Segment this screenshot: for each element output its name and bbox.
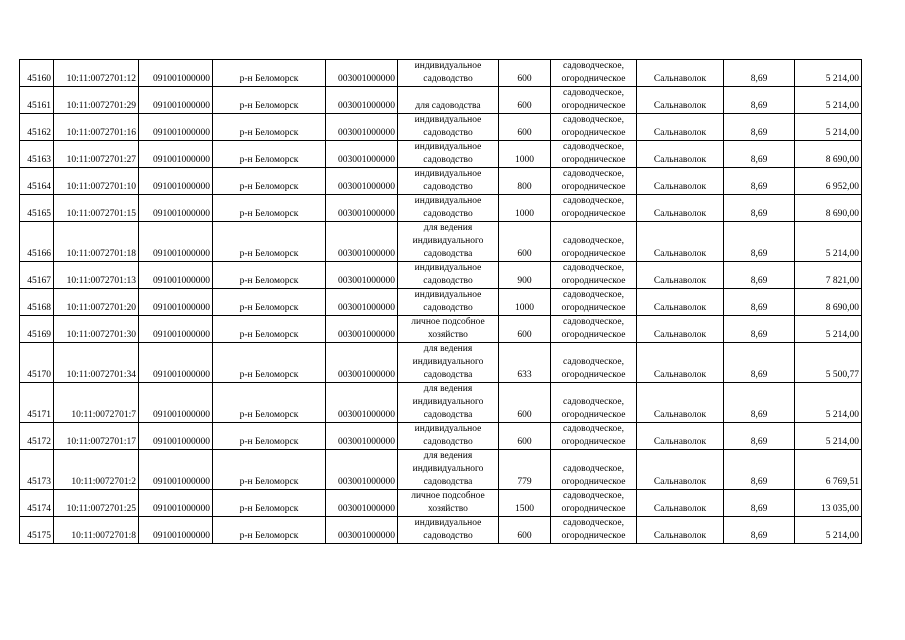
district-cell: р-н Беломорск <box>213 87 326 114</box>
land-category-cell <box>551 490 637 517</box>
specific-value-cell: 8,69 <box>724 343 795 383</box>
specific-value-cell: 8,69 <box>724 383 795 423</box>
cadastral-number-cell: 10:11:0072701:2 <box>54 450 139 490</box>
cadastral-value-cell: 5 214,00 <box>795 87 862 114</box>
permitted-use-line: хозяйство <box>428 504 468 514</box>
settlement-cell: Сальнаволок <box>637 343 724 383</box>
row-number-cell: 45160 <box>20 60 54 87</box>
row-number-cell: 45164 <box>20 168 54 195</box>
oktmo-code-cell: 091001000000 <box>139 490 213 517</box>
settlement-cell: Сальнаволок <box>637 289 724 316</box>
oktmo-code-cell: 091001000000 <box>139 517 213 544</box>
land-category-cell <box>551 517 637 544</box>
oktmo-code-cell: 091001000000 <box>139 450 213 490</box>
cadastral-value-cell: 7 821,00 <box>795 262 862 289</box>
cadastral-number-cell: 10:11:0072701:8 <box>54 517 139 544</box>
row-number-cell: 45165 <box>20 195 54 222</box>
district-cell: р-н Беломорск <box>213 517 326 544</box>
permitted-use-line: индивидуальное <box>414 518 482 528</box>
land-category-line: огородническое <box>561 276 626 286</box>
locality-code-cell: 003001000000 <box>326 316 398 343</box>
cadastral-number-cell: 10:11:0072701:34 <box>54 343 139 383</box>
settlement-cell: Сальнаволок <box>637 168 724 195</box>
area-cell: 600 <box>499 316 551 343</box>
cadastral-number-cell: 10:11:0072701:29 <box>54 87 139 114</box>
land-category-line: садоводческое, <box>563 115 624 125</box>
land-category-line: садоводческое, <box>563 464 624 474</box>
table-row <box>20 316 862 343</box>
table-row <box>20 114 862 141</box>
land-category-cell <box>551 289 637 316</box>
area-cell: 600 <box>499 383 551 423</box>
oktmo-code-cell: 091001000000 <box>139 60 213 87</box>
oktmo-code-cell: 091001000000 <box>139 289 213 316</box>
permitted-use-cell <box>398 262 499 289</box>
row-number-cell: 45167 <box>20 262 54 289</box>
permitted-use-line: индивидуального <box>412 397 484 407</box>
specific-value-cell: 8,69 <box>724 450 795 490</box>
cadastral-value-cell: 8 690,00 <box>795 289 862 316</box>
settlement-cell: Сальнаволок <box>637 114 724 141</box>
locality-code-cell: 003001000000 <box>326 289 398 316</box>
land-category-cell <box>551 222 637 262</box>
cadastral-value-cell: 5 214,00 <box>795 60 862 87</box>
district-cell: р-н Беломорск <box>213 383 326 423</box>
land-category-line: огородническое <box>561 330 626 340</box>
permitted-use-line: индивидуальное <box>414 424 482 434</box>
permitted-use-line: индивидуального <box>412 236 484 246</box>
permitted-use-line: личное подсобное <box>411 317 485 327</box>
land-category-cell <box>551 114 637 141</box>
locality-code-cell: 003001000000 <box>326 114 398 141</box>
district-cell: р-н Беломорск <box>213 141 326 168</box>
land-category-line: огородническое <box>561 410 626 420</box>
land-category-line: огородническое <box>561 437 626 447</box>
permitted-use-line: для ведения <box>423 384 473 394</box>
land-category-line: огородническое <box>561 182 626 192</box>
cadastral-value-cell: 5 214,00 <box>795 114 862 141</box>
settlement-cell: Сальнаволок <box>637 141 724 168</box>
permitted-use-cell <box>398 316 499 343</box>
table-row <box>20 289 862 316</box>
land-category-line: огородническое <box>561 370 626 380</box>
permitted-use-line: индивидуальное <box>414 61 482 71</box>
area-cell: 779 <box>499 450 551 490</box>
table-row <box>20 195 862 222</box>
permitted-use-line: хозяйство <box>428 330 468 340</box>
permitted-use-line: садоводство <box>423 437 473 447</box>
cadastral-number-cell: 10:11:0072701:10 <box>54 168 139 195</box>
locality-code-cell: 003001000000 <box>326 60 398 87</box>
cadastral-value-table <box>19 59 862 544</box>
permitted-use-cell <box>398 87 499 114</box>
table-row <box>20 141 862 168</box>
area-cell: 600 <box>499 60 551 87</box>
permitted-use-line: для ведения <box>423 223 473 233</box>
locality-code-cell: 003001000000 <box>326 141 398 168</box>
oktmo-code-cell: 091001000000 <box>139 168 213 195</box>
locality-code-cell: 003001000000 <box>326 450 398 490</box>
district-cell: р-н Беломорск <box>213 423 326 450</box>
permitted-use-cell <box>398 60 499 87</box>
oktmo-code-cell: 091001000000 <box>139 316 213 343</box>
land-category-cell <box>551 60 637 87</box>
district-cell: р-н Беломорск <box>213 195 326 222</box>
cadastral-value-cell: 5 500,77 <box>795 343 862 383</box>
cadastral-number-cell: 10:11:0072701:13 <box>54 262 139 289</box>
row-number-cell: 45174 <box>20 490 54 517</box>
district-cell: р-н Беломорск <box>213 490 326 517</box>
cadastral-number-cell: 10:11:0072701:12 <box>54 60 139 87</box>
permitted-use-line: индивидуальное <box>414 196 482 206</box>
specific-value-cell: 8,69 <box>724 60 795 87</box>
row-number-cell: 45168 <box>20 289 54 316</box>
table-row <box>20 450 862 490</box>
table-row <box>20 423 862 450</box>
land-category-line: садоводческое, <box>563 518 624 528</box>
table-row <box>20 87 862 114</box>
permitted-use-line: садоводство <box>423 531 473 541</box>
row-number-cell: 45162 <box>20 114 54 141</box>
permitted-use-cell <box>398 450 499 490</box>
specific-value-cell: 8,69 <box>724 195 795 222</box>
row-number-cell: 45171 <box>20 383 54 423</box>
specific-value-cell: 8,69 <box>724 114 795 141</box>
land-category-line: садоводческое, <box>563 169 624 179</box>
cadastral-number-cell: 10:11:0072701:18 <box>54 222 139 262</box>
oktmo-code-cell: 091001000000 <box>139 222 213 262</box>
oktmo-code-cell: 091001000000 <box>139 262 213 289</box>
land-category-line: садоводческое, <box>563 397 624 407</box>
district-cell: р-н Беломорск <box>213 168 326 195</box>
oktmo-code-cell: 091001000000 <box>139 383 213 423</box>
settlement-cell: Сальнаволок <box>637 87 724 114</box>
cadastral-value-cell: 5 214,00 <box>795 222 862 262</box>
row-number-cell: 45172 <box>20 423 54 450</box>
cadastral-value-cell: 8 690,00 <box>795 141 862 168</box>
permitted-use-line: садоводство <box>423 74 473 84</box>
permitted-use-line: личное подсобное <box>411 491 485 501</box>
land-category-line: огородническое <box>561 303 626 313</box>
land-category-line: садоводческое, <box>563 290 624 300</box>
cadastral-value-cell: 6 952,00 <box>795 168 862 195</box>
settlement-cell: Сальнаволок <box>637 490 724 517</box>
cadastral-value-cell: 5 214,00 <box>795 423 862 450</box>
land-category-line: садоводческое, <box>563 491 624 501</box>
land-category-line: огородническое <box>561 477 626 487</box>
cadastral-value-cell: 5 214,00 <box>795 316 862 343</box>
settlement-cell: Сальнаволок <box>637 450 724 490</box>
permitted-use-line: для ведения <box>423 344 473 354</box>
locality-code-cell: 003001000000 <box>326 423 398 450</box>
table-row <box>20 383 862 423</box>
land-category-line: огородническое <box>561 504 626 514</box>
area-cell: 1000 <box>499 289 551 316</box>
permitted-use-cell <box>398 517 499 544</box>
land-category-cell <box>551 141 637 168</box>
locality-code-cell: 003001000000 <box>326 168 398 195</box>
land-category-line: садоводческое, <box>563 357 624 367</box>
table-row <box>20 517 862 544</box>
land-category-line: огородническое <box>561 155 626 165</box>
cadastral-number-cell: 10:11:0072701:15 <box>54 195 139 222</box>
land-category-line: садоводческое, <box>563 61 624 71</box>
cadastral-number-cell: 10:11:0072701:16 <box>54 114 139 141</box>
cadastral-number-cell: 10:11:0072701:20 <box>54 289 139 316</box>
locality-code-cell: 003001000000 <box>326 262 398 289</box>
table-row <box>20 262 862 289</box>
land-category-line: огородническое <box>561 128 626 138</box>
cadastral-number-cell: 10:11:0072701:7 <box>54 383 139 423</box>
oktmo-code-cell: 091001000000 <box>139 423 213 450</box>
area-cell: 1000 <box>499 195 551 222</box>
row-number-cell: 45166 <box>20 222 54 262</box>
permitted-use-cell <box>398 168 499 195</box>
specific-value-cell: 8,69 <box>724 490 795 517</box>
cadastral-value-cell: 5 214,00 <box>795 517 862 544</box>
land-category-line: садоводческое, <box>563 88 624 98</box>
row-number-cell: 45173 <box>20 450 54 490</box>
table-row <box>20 60 862 87</box>
land-category-line: садоводческое, <box>563 424 624 434</box>
land-category-line: садоводческое, <box>563 236 624 246</box>
permitted-use-cell <box>398 343 499 383</box>
permitted-use-line: садоводство <box>423 209 473 219</box>
specific-value-cell: 8,69 <box>724 141 795 168</box>
locality-code-cell: 003001000000 <box>326 383 398 423</box>
settlement-cell: Сальнаволок <box>637 517 724 544</box>
land-category-line: садоводческое, <box>563 196 624 206</box>
permitted-use-line: садоводства <box>423 477 473 487</box>
permitted-use-cell <box>398 141 499 168</box>
locality-code-cell: 003001000000 <box>326 222 398 262</box>
locality-code-cell: 003001000000 <box>326 343 398 383</box>
permitted-use-line: индивидуальное <box>414 142 482 152</box>
cadastral-number-cell: 10:11:0072701:27 <box>54 141 139 168</box>
district-cell: р-н Беломорск <box>213 222 326 262</box>
land-category-cell <box>551 87 637 114</box>
land-category-cell <box>551 316 637 343</box>
area-cell: 1000 <box>499 141 551 168</box>
land-category-line: огородническое <box>561 209 626 219</box>
land-category-cell <box>551 262 637 289</box>
permitted-use-cell <box>398 490 499 517</box>
permitted-use-cell <box>398 114 499 141</box>
settlement-cell: Сальнаволок <box>637 222 724 262</box>
land-category-cell <box>551 195 637 222</box>
cadastral-value-cell: 13 035,00 <box>795 490 862 517</box>
land-category-line: огородническое <box>561 249 626 259</box>
permitted-use-line: для садоводства <box>415 101 481 111</box>
land-category-line: огородническое <box>561 74 626 84</box>
area-cell: 900 <box>499 262 551 289</box>
permitted-use-line: для ведения <box>423 451 473 461</box>
district-cell: р-н Беломорск <box>213 114 326 141</box>
area-cell: 600 <box>499 222 551 262</box>
land-category-line: садоводческое, <box>563 317 624 327</box>
permitted-use-line: садоводство <box>423 182 473 192</box>
permitted-use-line: индивидуального <box>412 464 484 474</box>
area-cell: 600 <box>499 423 551 450</box>
permitted-use-line: индивидуальное <box>414 263 482 273</box>
permitted-use-line: садоводство <box>423 155 473 165</box>
district-cell: р-н Беломорск <box>213 343 326 383</box>
district-cell: р-н Беломорск <box>213 60 326 87</box>
land-category-cell <box>551 383 637 423</box>
specific-value-cell: 8,69 <box>724 222 795 262</box>
permitted-use-cell <box>398 195 499 222</box>
settlement-cell: Сальнаволок <box>637 316 724 343</box>
table-row <box>20 222 862 262</box>
area-cell: 800 <box>499 168 551 195</box>
cadastral-value-cell: 5 214,00 <box>795 383 862 423</box>
row-number-cell: 45175 <box>20 517 54 544</box>
land-category-line: садоводческое, <box>563 263 624 273</box>
settlement-cell: Сальнаволок <box>637 383 724 423</box>
locality-code-cell: 003001000000 <box>326 195 398 222</box>
land-category-line: садоводческое, <box>563 142 624 152</box>
specific-value-cell: 8,69 <box>724 517 795 544</box>
area-cell: 600 <box>499 87 551 114</box>
area-cell: 1500 <box>499 490 551 517</box>
area-cell: 600 <box>499 517 551 544</box>
permitted-use-line: индивидуального <box>412 357 484 367</box>
permitted-use-cell <box>398 222 499 262</box>
district-cell: р-н Беломорск <box>213 289 326 316</box>
area-cell: 633 <box>499 343 551 383</box>
table-row <box>20 343 862 383</box>
row-number-cell: 45169 <box>20 316 54 343</box>
specific-value-cell: 8,69 <box>724 262 795 289</box>
land-category-cell <box>551 450 637 490</box>
permitted-use-cell <box>398 289 499 316</box>
row-number-cell: 45163 <box>20 141 54 168</box>
specific-value-cell: 8,69 <box>724 87 795 114</box>
permitted-use-line: садоводство <box>423 276 473 286</box>
locality-code-cell: 003001000000 <box>326 87 398 114</box>
land-category-cell <box>551 343 637 383</box>
settlement-cell: Сальнаволок <box>637 195 724 222</box>
specific-value-cell: 8,69 <box>724 168 795 195</box>
oktmo-code-cell: 091001000000 <box>139 87 213 114</box>
permitted-use-cell <box>398 423 499 450</box>
cadastral-number-cell: 10:11:0072701:17 <box>54 423 139 450</box>
district-cell: р-н Беломорск <box>213 450 326 490</box>
settlement-cell: Сальнаволок <box>637 423 724 450</box>
specific-value-cell: 8,69 <box>724 316 795 343</box>
permitted-use-line: садоводства <box>423 249 473 259</box>
permitted-use-line: индивидуальное <box>414 169 482 179</box>
cadastral-value-cell: 6 769,51 <box>795 450 862 490</box>
cadastral-value-cell: 8 690,00 <box>795 195 862 222</box>
land-category-line: огородническое <box>561 531 626 541</box>
settlement-cell: Сальнаволок <box>637 60 724 87</box>
area-cell: 600 <box>499 114 551 141</box>
table-row <box>20 168 862 195</box>
permitted-use-cell <box>398 383 499 423</box>
cadastral-number-cell: 10:11:0072701:25 <box>54 490 139 517</box>
permitted-use-line: индивидуальное <box>414 290 482 300</box>
permitted-use-line: садоводства <box>423 410 473 420</box>
permitted-use-line: садоводство <box>423 303 473 313</box>
permitted-use-line: индивидуальное <box>414 115 482 125</box>
locality-code-cell: 003001000000 <box>326 517 398 544</box>
settlement-cell: Сальнаволок <box>637 262 724 289</box>
permitted-use-line: садоводства <box>423 370 473 380</box>
oktmo-code-cell: 091001000000 <box>139 114 213 141</box>
permitted-use-line: садоводство <box>423 128 473 138</box>
land-category-line: огородническое <box>561 101 626 111</box>
cadastral-number-cell: 10:11:0072701:30 <box>54 316 139 343</box>
district-cell: р-н Беломорск <box>213 316 326 343</box>
specific-value-cell: 8,69 <box>724 423 795 450</box>
district-cell: р-н Беломорск <box>213 262 326 289</box>
locality-code-cell: 003001000000 <box>326 490 398 517</box>
land-category-cell <box>551 423 637 450</box>
table-row <box>20 490 862 517</box>
land-category-cell <box>551 168 637 195</box>
row-number-cell: 45161 <box>20 87 54 114</box>
oktmo-code-cell: 091001000000 <box>139 195 213 222</box>
specific-value-cell: 8,69 <box>724 289 795 316</box>
oktmo-code-cell: 091001000000 <box>139 343 213 383</box>
row-number-cell: 45170 <box>20 343 54 383</box>
oktmo-code-cell: 091001000000 <box>139 141 213 168</box>
